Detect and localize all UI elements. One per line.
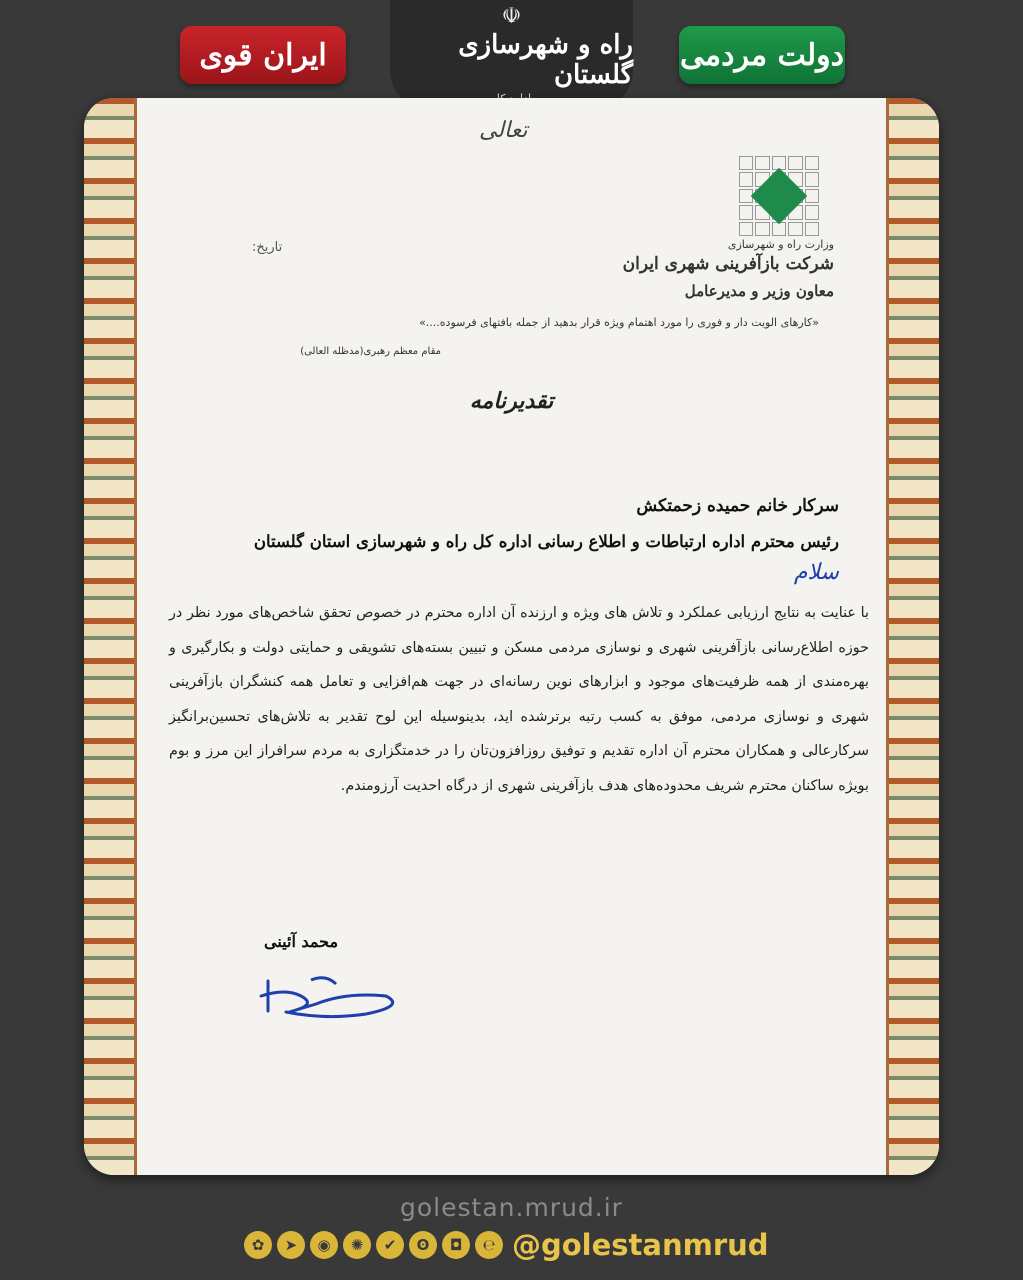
- iran-ghavi-badge: ایران قوی: [180, 26, 346, 84]
- date-label: تاریخ:: [252, 240, 283, 255]
- social-bar: [244, 1228, 769, 1262]
- greeting: سلام: [793, 560, 839, 585]
- soroush-icon[interactable]: ✔: [376, 1231, 404, 1259]
- igap-icon[interactable]: ℮: [475, 1231, 503, 1259]
- eitaa-icon[interactable]: ʘ: [409, 1231, 437, 1259]
- dolat-mardomi-badge: دولت مردمی: [679, 26, 845, 84]
- org-company: شرکت بازآفرینی شهری ایران: [622, 254, 834, 274]
- aparat-icon[interactable]: ✺: [343, 1231, 371, 1259]
- bale-icon[interactable]: ◉: [310, 1231, 338, 1259]
- quote-source: مقام معظم رهبری(مدظله العالی): [300, 346, 441, 357]
- recipient-position: رئیس محترم اداره ارتباطات و اطلاع رسانی اداره کل راه و شهرسازی استان گلستان: [253, 532, 839, 551]
- instagram-icon[interactable]: ◘: [442, 1231, 470, 1259]
- rubika-icon[interactable]: ✿: [244, 1231, 272, 1259]
- org-position: معاون وزیر و مدیرعامل: [684, 282, 834, 300]
- border-rule-left: [134, 98, 137, 1175]
- org-ministry: وزارت راه و شهرسازی: [727, 238, 834, 251]
- signature: [256, 966, 406, 1026]
- telegram-icon[interactable]: ➤: [277, 1231, 305, 1259]
- leader-quote: «کارهای الویت دار و فوری را مورد اهتمام ویژه قرار بدهید از جمله بافتهای فرسوده....»: [419, 316, 819, 329]
- company-logo-icon: [739, 156, 819, 236]
- certificate-title: تقدیرنامه: [469, 388, 554, 414]
- header-title: راه و شهرسازی گلستان: [458, 29, 633, 90]
- letter-body: با عنایت به نتایج ارزیابی عملکرد و تلاش های ویژه و ارزنده آن اداره محترم در خصوص تحقق شاخص‌های مورد نظر در حوزه اطلاع‌رسانی بازآفرینی شهری و نوسازی مردمی مسکن و تبیین بسته‌های تشویقی و حمایتی دولت و بکارگیری و بهره‌مندی از همه ظرفیت‌های موجود و ابزارهای نوین رسانه‌ای در جهت هم‌افزایی و تعامل همه کنشگران بازآفرینی شهری و نوسازی مردمی، موفق به کسب رتبه برترشده اید، بدینوسیله این لوح تقدیر به تلاش‌های تحسین‌برانگیز سرکارعالی و همکاران محترم آن اداره تقدیم و توفیق روزافزون‌تان را در خدمتگزاری به مردم سرافراز این مرز و بوم بویژه ساکنان محترم شریف محدوده‌های هدف بازآفرینی شهری از درگاه احدیت آرزومندم.: [169, 605, 869, 794]
- bismillah: تعالی: [479, 118, 528, 143]
- ornamental-border-right: [889, 98, 939, 1175]
- iran-emblem-icon: ☫: [501, 3, 522, 29]
- signer-name: محمد آئینی: [264, 932, 339, 951]
- certificate-frame: [84, 98, 939, 1175]
- ornamental-border-left: [84, 98, 134, 1175]
- header-logo: [390, 0, 633, 110]
- recipient-name: سرکار خانم حمیده زحمتکش: [636, 496, 839, 516]
- border-rule-right: [886, 98, 889, 1175]
- social-handle[interactable]: @golestanmrud: [512, 1228, 769, 1262]
- website-url[interactable]: golestan.mrud.ir: [400, 1193, 623, 1222]
